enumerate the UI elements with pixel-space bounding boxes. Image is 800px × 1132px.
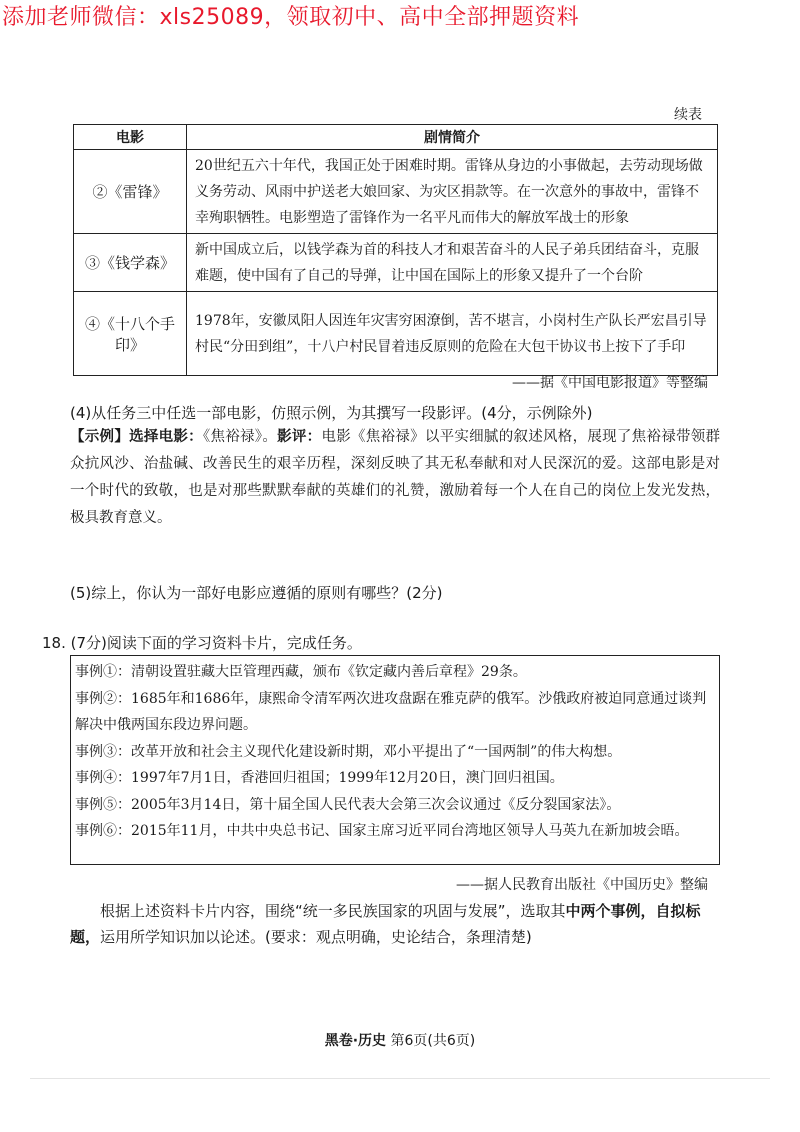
card-item: 事例⑥：2015年11月，中共中央总书记、国家主席习近平同台湾地区领导人马英九在新加坡会晤。 (75, 823, 689, 839)
page-footer (0, 1030, 800, 1050)
study-card (70, 655, 720, 865)
divider (30, 1078, 770, 1079)
table-row (74, 234, 718, 292)
card-item: 事例①：清朝设置驻藏大臣管理西藏，颁布《钦定藏内善后章程》29条。 (75, 664, 527, 680)
table-source: ——据《中国电影报道》等整编 (512, 375, 708, 391)
film-table (73, 124, 718, 376)
header-plot: 剧情简介 (187, 125, 718, 150)
film-name: ②《雷锋》 (74, 150, 187, 234)
question-18: 18. (7分)阅读下面的学习资料卡片，完成任务。 (42, 634, 362, 652)
film-name: ③《钱学森》 (74, 234, 187, 292)
film-plot: 新中国成立后，以钱学森为首的科技人才和艰苦奋斗的人民子弟兵团结奋斗，克服难题，使中国有了自己的导弹，让中国在国际上的形象又提升了一个台阶 (187, 234, 718, 292)
question-5: (5)综上，你认为一部好电影应遵循的原则有哪些？(2分) (70, 584, 443, 602)
film-name: ④《十八个手印》 (74, 292, 187, 376)
review-label: 影评： (277, 429, 322, 445)
card-source: ——据人民教育出版社《中国历史》整编 (456, 877, 708, 893)
review-text: 电影《焦裕禄》以平实细腻的叙述风格，展现了焦裕禄带领群众抗风沙、治盐碱、改善民生的艰辛历程，深刻反映了其无私奉献和对人民深沉的爱。这部电影是对一个时代的致敬，也是对那些默默奉献的英雄们的礼赞，激励着每一个人在自己的岗位上发光发热，极具教育意义。 (70, 429, 721, 526)
example-review (70, 424, 720, 532)
example-label: 【示例】选择电影： (70, 429, 203, 445)
card-item: 事例③：改革开放和社会主义现代化建设新时期，邓小平提出了“一国两制”的伟大构想。 (75, 743, 622, 760)
film-plot: 1978年，安徽凤阳人因连年灾害穷困潦倒，苦不堪言，小岗村生产队长严宏昌引导村民“分田到组”，十八户村民冒着违反原则的危险在大包干协议书上按下了手印 (187, 292, 718, 376)
task-part-1: 根据上述资料卡片内容，围绕“统一多民族国家的巩固与发展”，选取其 (100, 902, 566, 920)
header-film: 电影 (74, 125, 187, 150)
page-number: 第6页(共6页) (390, 1033, 476, 1049)
card-item: 事例⑤：2005年3月14日，第十届全国人民代表大会第三次会议通过《反分裂国家法》。 (75, 796, 621, 813)
card-item: 事例②：1685年和1686年，康熙命令清军两次进攻盘踞在雅克萨的俄军。沙俄政府被迫同意通过谈判解决中俄两国东段边界问题。 (75, 690, 707, 733)
table-header-row (74, 125, 718, 150)
task-emphasis: 中两个事例，自拟标题， (70, 902, 701, 946)
task-instruction (70, 898, 720, 950)
continued-label: 续表 (674, 107, 702, 123)
table-row (74, 150, 718, 234)
card-item: 事例④：1997年7月1日，香港回归祖国；1999年12月20日，澳门回归祖国。 (75, 770, 564, 786)
task-part-2: 运用所学知识加以论述。(要求：观点明确，史论结合，条理清楚) (100, 928, 532, 946)
watermark-text: 添加老师微信：xls25089，领取初中、高中全部押题资料 (2, 5, 580, 30)
paper-name: 黑卷·历史 (324, 1033, 387, 1049)
table-row (74, 292, 718, 376)
film-plot: 20世纪五六十年代，我国正处于困难时期。雷锋从身边的小事做起，去劳动现场做义务劳动、风雨中护送老大娘回家、为灾区捐款等。在一次意外的事故中，雷锋不幸殉职牺牲。电影塑造了雷锋作为一名平凡而伟大的解放军战士的形象 (187, 150, 718, 234)
question-4: (4)从任务三中任选一部电影，仿照示例，为其撰写一段影评。(4分，示例除外) (70, 404, 593, 422)
example-film: 《焦裕禄》。 (202, 429, 278, 445)
